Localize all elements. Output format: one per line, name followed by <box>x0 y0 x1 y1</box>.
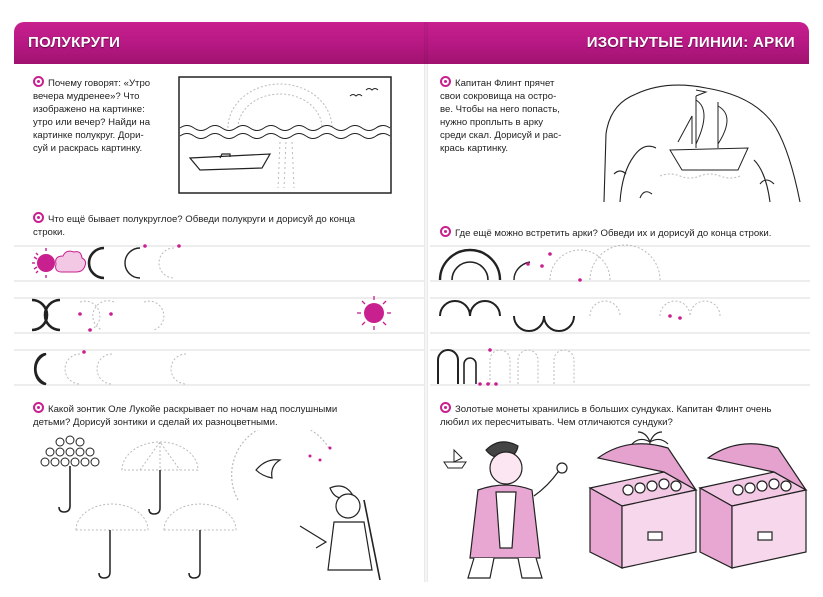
cloud-sample-icon <box>56 251 86 272</box>
left-task-3: Какой зонтик Оле Лукойе раскрывает по ночам над послушными детьми? Дорисуй зонтики и сделай их разноцветными. <box>33 404 338 428</box>
left-page-title: ПОЛУКРУГИ <box>28 34 121 51</box>
task-bullet-icon <box>33 402 44 413</box>
semicircle-solid <box>89 248 104 278</box>
left-task-1: Почему говорят: «Утро вечера мудренее»? Что изображено на картинке: утро или вечер? Найди на картинке полукруг. Дори- суй и раскрась картинку. <box>33 78 151 154</box>
umbrella-outline-icon <box>76 504 236 530</box>
arch-tracing-rows <box>430 236 810 396</box>
right-page-header <box>426 22 809 64</box>
umbrellas-picture <box>30 430 410 585</box>
task-bullet-icon <box>33 76 44 87</box>
book-gutter <box>424 22 428 582</box>
rock-arch-icon <box>604 85 800 202</box>
crescent-sample-icon <box>35 354 46 384</box>
semicircle-tracing-rows <box>14 236 424 396</box>
task-bullet-icon <box>33 212 44 223</box>
right-task-1: Капитан Флинт прячет свои сокровища на остро- ве. Чтобы на него попасть, нужно проплыть в арку среди скал. Дорисуй и рас- крась картинку. <box>440 78 562 154</box>
ole-lukoye-figure-icon <box>232 430 380 580</box>
captain-flint-icon <box>468 442 567 578</box>
treasure-chest-icon <box>590 444 696 568</box>
task-bullet-icon <box>440 402 451 413</box>
left-page-header <box>14 22 426 64</box>
sun-sample-icon <box>32 248 55 278</box>
umbrella-dots-icon <box>41 436 99 512</box>
sun-large-icon <box>357 296 391 330</box>
sailing-ship-icon <box>670 90 748 170</box>
ship-arch-picture <box>600 74 808 204</box>
pirate-chests-picture <box>438 428 810 588</box>
left-task-2: Что ещё бывает полукруглое? Обведи полукруги и дорисуй до конца строки. <box>33 214 356 238</box>
task-bullet-icon <box>440 76 451 87</box>
right-task-3: Золотые монеты хранились в больших сундуках. Капитан Флинт очень любил их пересчитывать. Чем отличаются сундуки? <box>440 404 772 428</box>
umbrella-outline-icon <box>122 442 198 470</box>
right-task-2: Где ещё можно встретить арки? Обведи их и дорисуй до конца строки. <box>440 226 810 240</box>
treasure-chest-icon <box>700 444 806 568</box>
right-page-title: ИЗОГНУТЫЕ ЛИНИИ: АРКИ <box>586 34 795 51</box>
sunset-picture <box>178 76 392 196</box>
distant-ship-icon <box>444 450 466 468</box>
